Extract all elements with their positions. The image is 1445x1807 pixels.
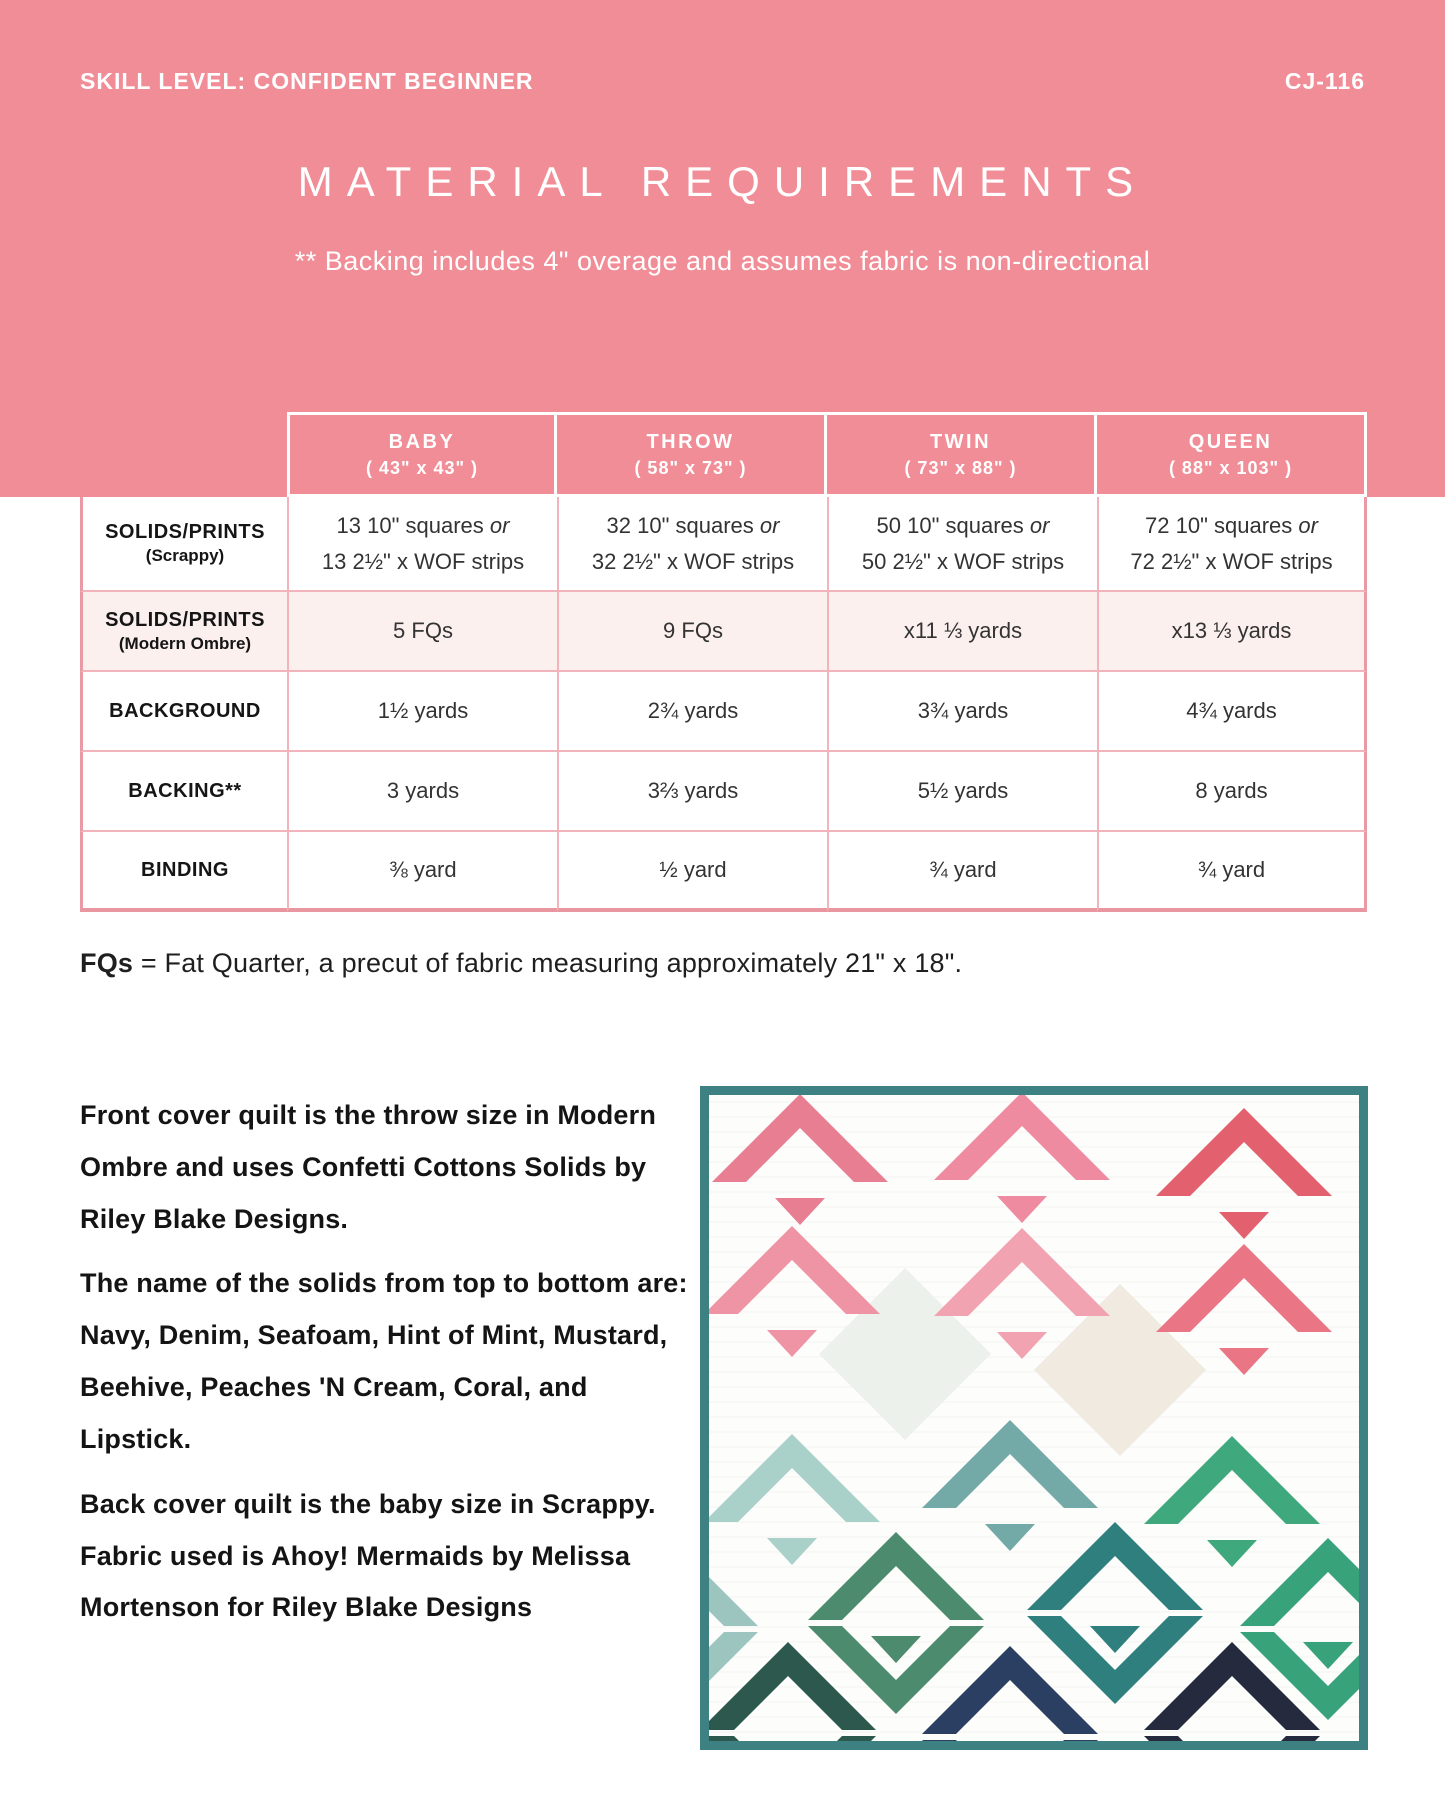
- column-header-baby: BABY ( 43" x 43" ): [287, 412, 557, 497]
- table-cell: 3⅔ yards: [557, 752, 827, 832]
- table-cell: ¾ yard: [1097, 832, 1367, 912]
- paragraph-solid-names: The name of the solids from top to bottom are: Navy, Denim, Seafoam, Hint of Mint, Mustard, Beehive, Peaches 'N Cream, Coral, and Lipstick.: [80, 1268, 688, 1454]
- table-cell: x13 ⅓ yards: [1097, 592, 1367, 672]
- description-text: [80, 1090, 688, 1647]
- table-cell: ½ yard: [557, 832, 827, 912]
- table-cell: 5 FQs: [287, 592, 557, 672]
- row-label-backing: BACKING**: [80, 752, 287, 832]
- skill-level-text: SKILL LEVEL: CONFIDENT BEGINNER: [80, 68, 534, 94]
- backing-note: ** Backing includes 4" overage and assumes fabric is non-directional: [294, 246, 1151, 276]
- table-cell: 3 yards: [287, 752, 557, 832]
- row-label-binding: BINDING: [80, 832, 287, 912]
- table-cell: x11 ⅓ yards: [827, 592, 1097, 672]
- top-bar: [80, 68, 1365, 95]
- column-header-queen: QUEEN ( 88" x 103" ): [1097, 412, 1367, 497]
- fq-definition-note: FQs = Fat Quarter, a precut of fabric measuring approximately 21" x 18".: [80, 948, 963, 978]
- table-corner-spacer: [80, 412, 287, 497]
- pattern-code: CJ-116: [1284, 68, 1365, 94]
- column-header-twin: TWIN ( 73" x 88" ): [827, 412, 1097, 497]
- table-cell: 9 FQs: [557, 592, 827, 672]
- table-cell: 4¾ yards: [1097, 672, 1367, 752]
- table-cell: 3¾ yards: [827, 672, 1097, 752]
- table-cell: 8 yards: [1097, 752, 1367, 832]
- materials-table: [80, 412, 1367, 912]
- table-cell: ⅜ yard: [287, 832, 557, 912]
- paragraph-front-cover: Front cover quilt is the throw size in Modern Ombre and uses Confetti Cottons Solids by Riley Blake Designs.: [80, 1100, 657, 1234]
- row-label-solids-modern-ombre: SOLIDS/PRINTS (Modern Ombre): [80, 592, 287, 672]
- row-label-background: BACKGROUND: [80, 672, 287, 752]
- table-cell: 50 10" squares or 50 2½" x WOF strips: [827, 497, 1097, 592]
- table-cell: 32 10" squares or 32 2½" x WOF strips: [557, 497, 827, 592]
- table-cell: 72 10" squares or 72 2½" x WOF strips: [1097, 497, 1367, 592]
- table-cell: ¾ yard: [827, 832, 1097, 912]
- table-cell: 13 10" squares or 13 2½" x WOF strips: [287, 497, 557, 592]
- quilt-photo: [700, 1086, 1368, 1750]
- table-cell: 5½ yards: [827, 752, 1097, 832]
- row-label-solids-scrappy: SOLIDS/PRINTS (Scrappy): [80, 497, 287, 592]
- paragraph-back-cover: Back cover quilt is the baby size in Scrappy. Fabric used is Ahoy! Mermaids by Melissa Mortenson for Riley Blake Designs: [80, 1488, 656, 1623]
- table-cell: 1½ yards: [287, 672, 557, 752]
- table-cell: 2¾ yards: [557, 672, 827, 752]
- page-title: MATERIAL REQUIREMENTS: [297, 158, 1148, 205]
- column-header-throw: THROW ( 58" x 73" ): [557, 412, 827, 497]
